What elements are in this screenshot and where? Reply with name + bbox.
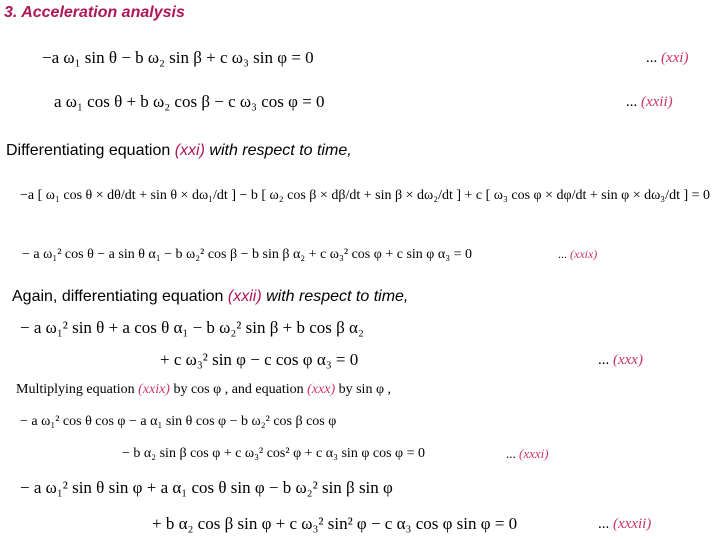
- equation-xxxi-line1: − a ω₁² cos θ cos φ − a α₁ sin θ cos φ − b ω₂² cos β cos φ: [20, 414, 337, 429]
- equation-reference: (xxix): [138, 382, 170, 397]
- equation-tag-xxxi: [506, 446, 549, 462]
- paragraph-differentiating-xxi: [6, 142, 352, 160]
- paragraph-differentiating-xxii: [12, 288, 408, 306]
- equation-xxix: − a ω₁² cos θ − a sin θ α₁ − b ω₂² cos β − b sin β α₂ + c ω₃² cos φ + c sin φ α₃ = 0: [22, 247, 472, 262]
- equation-tag-xxix: [558, 247, 597, 262]
- ellipsis: ...: [626, 94, 638, 110]
- tag-label: (xxx): [613, 352, 643, 368]
- tag-label: (xxxi): [519, 446, 549, 461]
- equation-xxxii-line1: − a ω₁² sin θ sin φ + a α₁ cos θ sin φ − b ω₂² sin β sin φ: [20, 478, 393, 497]
- equation-tag-xxxii: [598, 516, 651, 533]
- paragraph-text: with respect to time,: [204, 142, 352, 159]
- sentence-text: by cos φ , and equation: [169, 382, 308, 397]
- ellipsis: ...: [646, 50, 658, 66]
- section-title: 3. Acceleration analysis: [4, 4, 185, 21]
- paragraph-text: Again, differentiating equation: [12, 288, 228, 305]
- equation-xxx-line2: + c ω₃² sin φ − c cos φ α₃ = 0: [160, 350, 359, 369]
- equation-tag-xxi: [646, 50, 688, 67]
- equation-tag-xxx: [598, 352, 643, 369]
- paragraph-text: with respect to time,: [261, 288, 409, 305]
- equation-reference: (xxi): [174, 142, 205, 159]
- equation-differentiated-xxi: −a [ ω₁ cos θ × dθ/dt + sin θ × dω₁/dt ] − b [ ω₂ cos β × dβ/dt + sin β × dω₂/dt ] + c [ ω₃ cos φ × dφ/dt + sin φ × dω₃/dt ] = 0: [20, 188, 711, 203]
- equation-reference: (xxii): [227, 288, 262, 305]
- paragraph-text: Differentiating equation: [6, 142, 175, 159]
- tag-label: (xxi): [661, 50, 689, 66]
- tag-label: (xxii): [641, 94, 673, 110]
- equation-reference: (xxx): [307, 382, 336, 397]
- equation-xxx-line1: − a ω₁² sin θ + a cos θ α₁ − b ω₂² sin β + b cos β α₂: [20, 318, 364, 337]
- ellipsis: ...: [558, 247, 567, 261]
- equation-xxxi-line2: − b α₂ sin β cos φ + c ω₃² cos² φ + c α₃ sin φ cos φ = 0: [122, 446, 426, 461]
- ellipsis: ...: [506, 446, 516, 461]
- sentence-text: Multiplying equation: [16, 382, 139, 397]
- tag-label: (xxix): [570, 247, 598, 261]
- ellipsis: ...: [598, 352, 610, 368]
- equation-xxii: a ω₁ cos θ + b ω₂ cos β − c ω₃ cos φ = 0: [54, 92, 325, 111]
- sentence-text: by sin φ ,: [335, 382, 392, 397]
- equation-tag-xxii: [626, 94, 673, 111]
- ellipsis: ...: [598, 516, 610, 532]
- tag-label: (xxxii): [613, 516, 652, 532]
- multiplying-sentence: [16, 382, 391, 398]
- equation-xxi: −a ω₁ sin θ − b ω₂ sin β + c ω₃ sin φ = 0: [42, 48, 314, 67]
- equation-xxxii-line2: + b α₂ cos β sin φ + c ω₃² sin² φ − c α₃ cos φ sin φ = 0: [152, 514, 518, 533]
